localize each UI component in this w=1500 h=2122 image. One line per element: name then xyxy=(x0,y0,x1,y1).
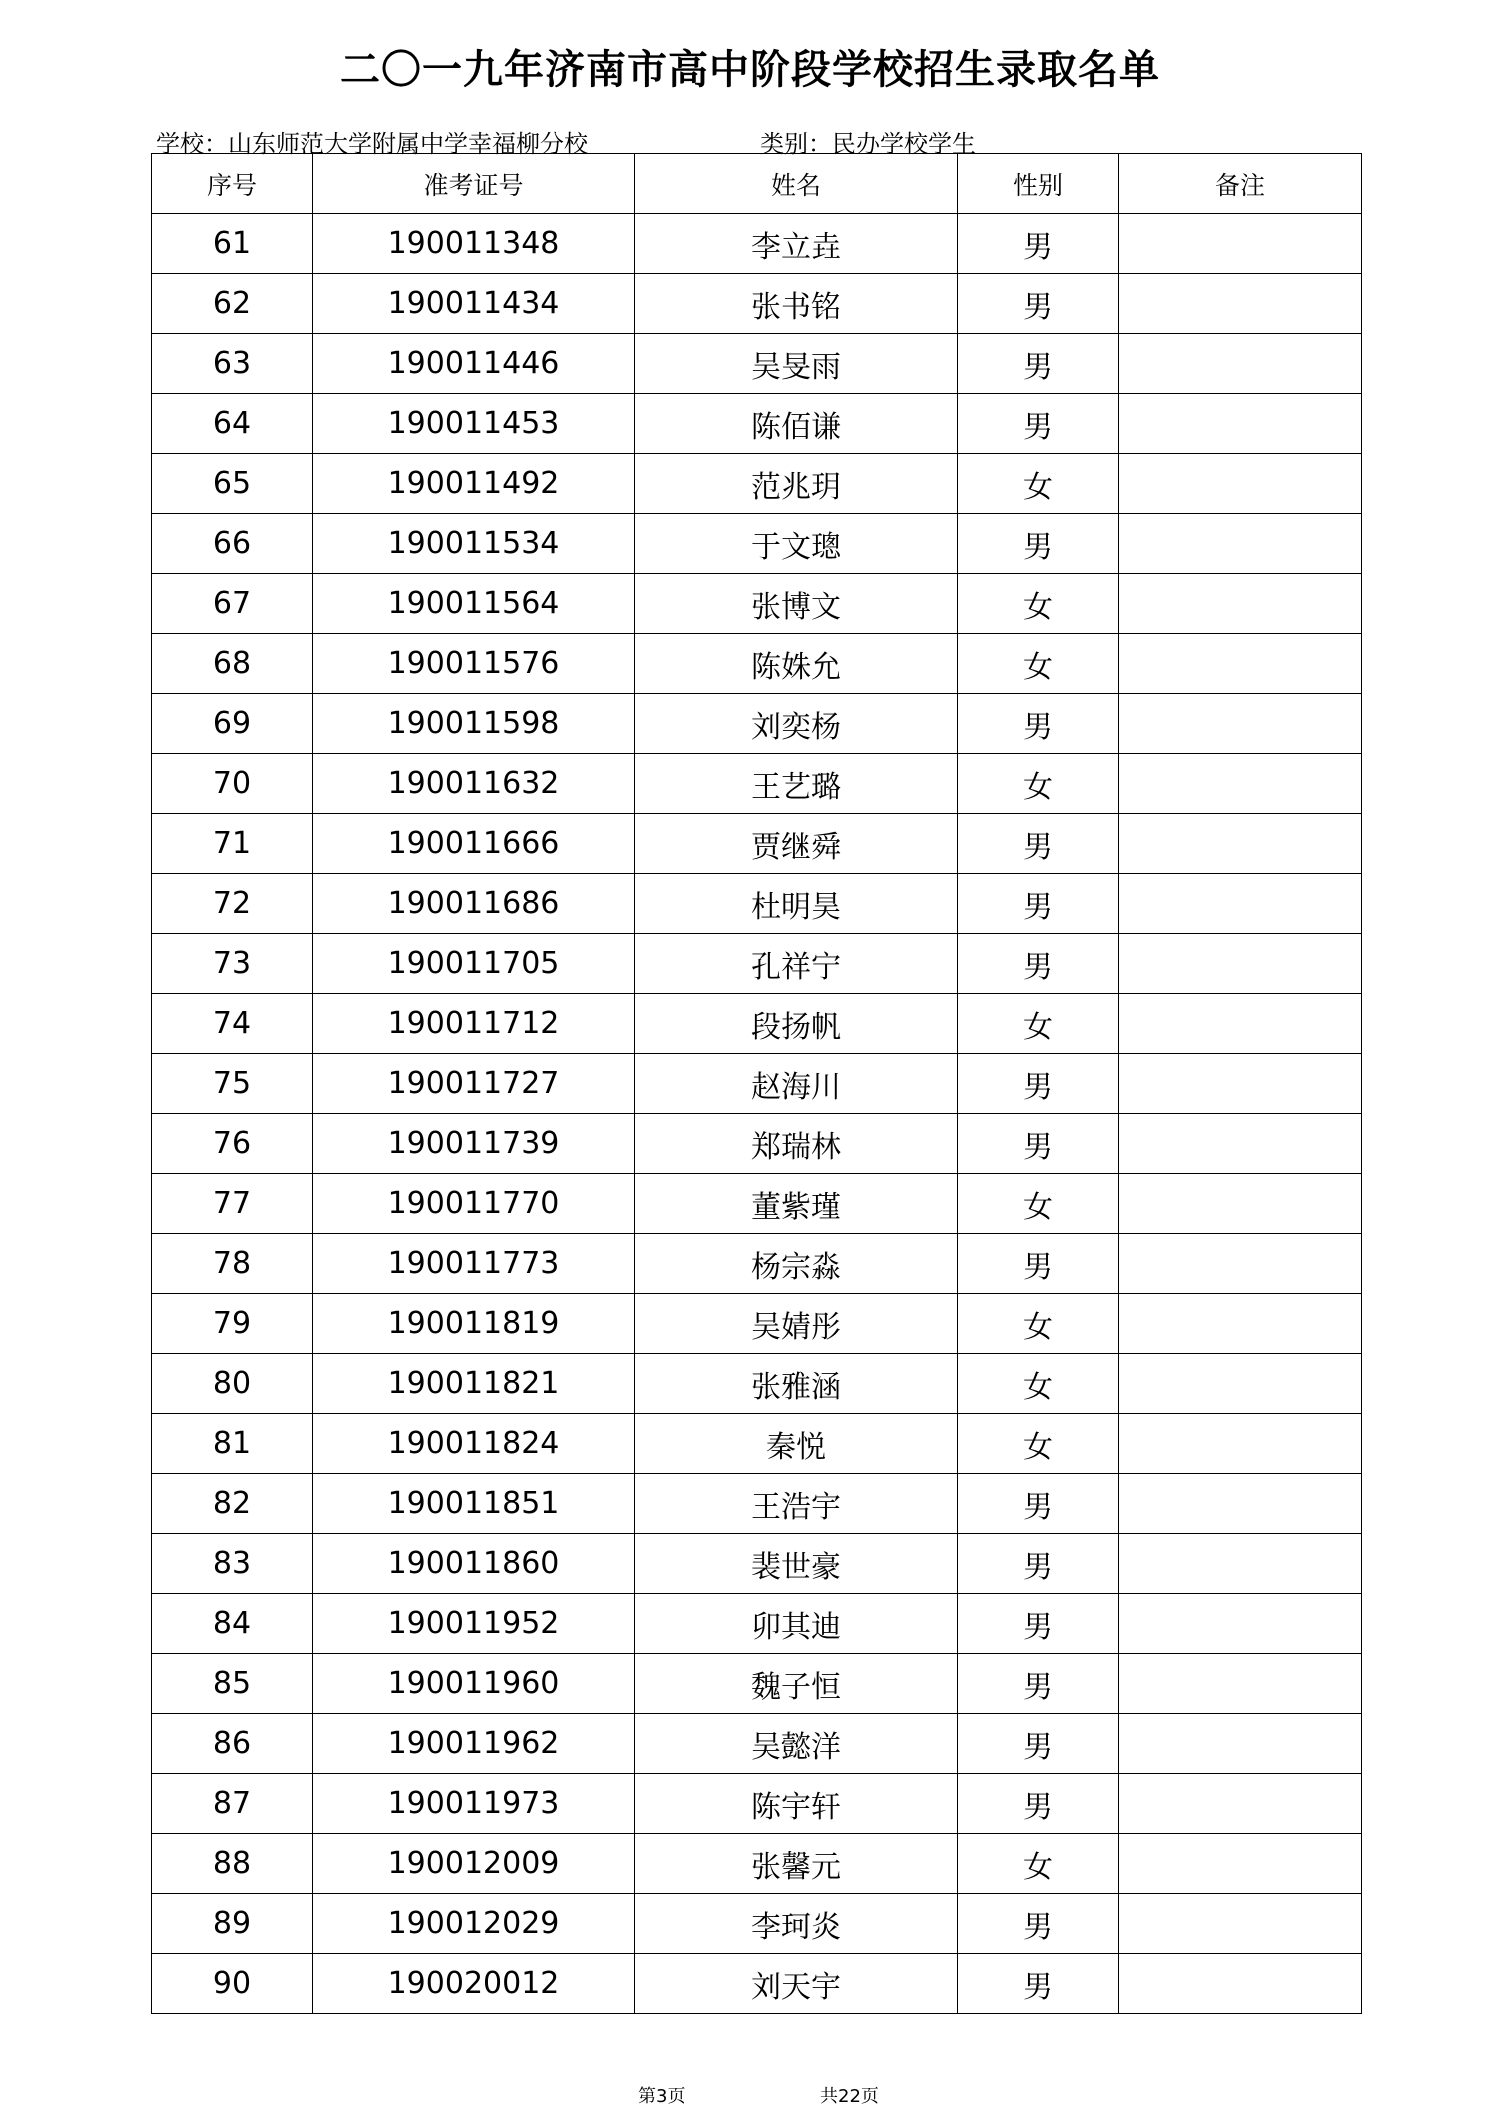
table-row xyxy=(152,1294,1362,1354)
cell-note xyxy=(1119,394,1362,454)
table-row xyxy=(152,874,1362,934)
table-body xyxy=(152,214,1362,2014)
cell-seq: 70 xyxy=(152,754,313,814)
cell-seq: 65 xyxy=(152,454,313,514)
cell-seq: 75 xyxy=(152,1054,313,1114)
cell-seq: 72 xyxy=(152,874,313,934)
cell-note xyxy=(1119,1414,1362,1474)
cell-gender: 男 xyxy=(958,1054,1119,1114)
cell-exam-id: 190011712 xyxy=(313,994,635,1054)
table-row xyxy=(152,214,1362,274)
cell-gender: 男 xyxy=(958,1954,1119,2014)
cell-gender: 男 xyxy=(958,1474,1119,1534)
cell-seq: 61 xyxy=(152,214,313,274)
table-row xyxy=(152,1354,1362,1414)
cell-note xyxy=(1119,274,1362,334)
cell-name: 裴世豪 xyxy=(635,1534,958,1594)
cell-gender: 男 xyxy=(958,694,1119,754)
table-row xyxy=(152,934,1362,994)
cell-note xyxy=(1119,1354,1362,1414)
cell-gender: 男 xyxy=(958,214,1119,274)
cell-seq: 69 xyxy=(152,694,313,754)
page-number: 第3页 xyxy=(638,2086,686,2107)
table-row xyxy=(152,1834,1362,1894)
table-row xyxy=(152,454,1362,514)
cell-name: 吴旻雨 xyxy=(635,334,958,394)
table-row xyxy=(152,574,1362,634)
cell-gender: 男 xyxy=(958,1774,1119,1834)
cell-seq: 74 xyxy=(152,994,313,1054)
cell-name: 于文璁 xyxy=(635,514,958,574)
cell-name: 张书铭 xyxy=(635,274,958,334)
cell-note xyxy=(1119,574,1362,634)
cell-exam-id: 190012009 xyxy=(313,1834,635,1894)
cell-gender: 男 xyxy=(958,394,1119,454)
cell-seq: 76 xyxy=(152,1114,313,1174)
cell-gender: 男 xyxy=(958,1234,1119,1294)
cell-exam-id: 190011824 xyxy=(313,1414,635,1474)
cell-name: 董紫瑾 xyxy=(635,1174,958,1234)
cell-note xyxy=(1119,334,1362,394)
cell-seq: 81 xyxy=(152,1414,313,1474)
cell-seq: 79 xyxy=(152,1294,313,1354)
cell-gender: 女 xyxy=(958,1354,1119,1414)
cell-note xyxy=(1119,1894,1362,1954)
table-row xyxy=(152,1114,1362,1174)
cell-name: 王浩宇 xyxy=(635,1474,958,1534)
cell-seq: 64 xyxy=(152,394,313,454)
cell-name: 刘天宇 xyxy=(635,1954,958,2014)
cell-note xyxy=(1119,1954,1362,2014)
cell-gender: 女 xyxy=(958,1294,1119,1354)
cell-seq: 66 xyxy=(152,514,313,574)
cell-name: 刘奕杨 xyxy=(635,694,958,754)
cell-gender: 女 xyxy=(958,994,1119,1054)
cell-name: 贾继舜 xyxy=(635,814,958,874)
cell-seq: 68 xyxy=(152,634,313,694)
cell-gender: 男 xyxy=(958,274,1119,334)
header-gender: 性别 xyxy=(958,154,1119,214)
table-row xyxy=(152,1534,1362,1594)
header-note: 备注 xyxy=(1119,154,1362,214)
cell-gender: 男 xyxy=(958,334,1119,394)
cell-gender: 男 xyxy=(958,1654,1119,1714)
cell-seq: 86 xyxy=(152,1714,313,1774)
cell-note xyxy=(1119,634,1362,694)
cell-exam-id: 190011952 xyxy=(313,1594,635,1654)
cell-seq: 84 xyxy=(152,1594,313,1654)
table-row xyxy=(152,394,1362,454)
cell-name: 魏子恒 xyxy=(635,1654,958,1714)
cell-name: 张馨元 xyxy=(635,1834,958,1894)
cell-gender: 男 xyxy=(958,1114,1119,1174)
cell-note xyxy=(1119,994,1362,1054)
cell-name: 杜明昊 xyxy=(635,874,958,934)
cell-seq: 80 xyxy=(152,1354,313,1414)
header-exam-id: 准考证号 xyxy=(313,154,635,214)
cell-seq: 85 xyxy=(152,1654,313,1714)
header-name: 姓名 xyxy=(635,154,958,214)
cell-seq: 82 xyxy=(152,1474,313,1534)
table-row xyxy=(152,694,1362,754)
cell-exam-id: 190011770 xyxy=(313,1174,635,1234)
cell-exam-id: 190011348 xyxy=(313,214,635,274)
cell-gender: 男 xyxy=(958,874,1119,934)
cell-note xyxy=(1119,1234,1362,1294)
cell-exam-id: 190011564 xyxy=(313,574,635,634)
table-row xyxy=(152,1714,1362,1774)
cell-exam-id: 190011962 xyxy=(313,1714,635,1774)
cell-name: 张博文 xyxy=(635,574,958,634)
cell-gender: 女 xyxy=(958,574,1119,634)
cell-exam-id: 190011727 xyxy=(313,1054,635,1114)
cell-exam-id: 190011453 xyxy=(313,394,635,454)
cell-name: 吴婧彤 xyxy=(635,1294,958,1354)
cell-exam-id: 190011666 xyxy=(313,814,635,874)
cell-note xyxy=(1119,454,1362,514)
cell-name: 范兆玥 xyxy=(635,454,958,514)
cell-note xyxy=(1119,754,1362,814)
cell-name: 吴懿洋 xyxy=(635,1714,958,1774)
cell-note xyxy=(1119,514,1362,574)
cell-seq: 77 xyxy=(152,1174,313,1234)
cell-exam-id: 190011705 xyxy=(313,934,635,994)
cell-gender: 男 xyxy=(958,514,1119,574)
cell-gender: 男 xyxy=(958,934,1119,994)
cell-gender: 男 xyxy=(958,1894,1119,1954)
cell-exam-id: 190011973 xyxy=(313,1774,635,1834)
table-header-row xyxy=(152,154,1362,214)
cell-note xyxy=(1119,1114,1362,1174)
cell-exam-id: 190011598 xyxy=(313,694,635,754)
cell-exam-id: 190011492 xyxy=(313,454,635,514)
cell-seq: 78 xyxy=(152,1234,313,1294)
school-label: 学校：山东师范大学附属中学幸福柳分校 xyxy=(156,130,588,158)
cell-name: 王艺璐 xyxy=(635,754,958,814)
cell-gender: 男 xyxy=(958,814,1119,874)
header-seq: 序号 xyxy=(152,154,313,214)
table-row xyxy=(152,1894,1362,1954)
cell-exam-id: 190011860 xyxy=(313,1534,635,1594)
cell-gender: 女 xyxy=(958,1174,1119,1234)
cell-note xyxy=(1119,1294,1362,1354)
table-row xyxy=(152,334,1362,394)
cell-gender: 女 xyxy=(958,454,1119,514)
page-total: 共22页 xyxy=(820,2086,879,2107)
cell-seq: 67 xyxy=(152,574,313,634)
table-row xyxy=(152,514,1362,574)
cell-exam-id: 190011576 xyxy=(313,634,635,694)
table-row xyxy=(152,754,1362,814)
cell-seq: 71 xyxy=(152,814,313,874)
cell-gender: 男 xyxy=(958,1534,1119,1594)
cell-gender: 女 xyxy=(958,1834,1119,1894)
cell-exam-id: 190012029 xyxy=(313,1894,635,1954)
table-row xyxy=(152,274,1362,334)
cell-exam-id: 190011739 xyxy=(313,1114,635,1174)
cell-exam-id: 190011632 xyxy=(313,754,635,814)
cell-exam-id: 190011534 xyxy=(313,514,635,574)
cell-name: 张雅涵 xyxy=(635,1354,958,1414)
table-row xyxy=(152,814,1362,874)
cell-seq: 73 xyxy=(152,934,313,994)
cell-exam-id: 190011434 xyxy=(313,274,635,334)
cell-gender: 男 xyxy=(958,1594,1119,1654)
cell-note xyxy=(1119,1474,1362,1534)
table-row xyxy=(152,1654,1362,1714)
cell-seq: 89 xyxy=(152,1894,313,1954)
page-title: 二〇一九年济南市高中阶段学校招生录取名单 xyxy=(340,47,1160,93)
table-row xyxy=(152,1774,1362,1834)
cell-seq: 90 xyxy=(152,1954,313,2014)
cell-name: 孔祥宁 xyxy=(635,934,958,994)
table-row xyxy=(152,1414,1362,1474)
cell-name: 李立垚 xyxy=(635,214,958,274)
cell-gender: 男 xyxy=(958,1714,1119,1774)
cell-note xyxy=(1119,814,1362,874)
cell-note xyxy=(1119,1594,1362,1654)
cell-gender: 女 xyxy=(958,1414,1119,1474)
cell-exam-id: 190011821 xyxy=(313,1354,635,1414)
cell-exam-id: 190011773 xyxy=(313,1234,635,1294)
cell-gender: 女 xyxy=(958,754,1119,814)
cell-note xyxy=(1119,934,1362,994)
cell-seq: 62 xyxy=(152,274,313,334)
cell-exam-id: 190011686 xyxy=(313,874,635,934)
cell-note xyxy=(1119,1054,1362,1114)
cell-name: 陈佰谦 xyxy=(635,394,958,454)
table-row xyxy=(152,1054,1362,1114)
cell-name: 郑瑞林 xyxy=(635,1114,958,1174)
cell-gender: 女 xyxy=(958,634,1119,694)
cell-name: 段扬帆 xyxy=(635,994,958,1054)
table-row xyxy=(152,634,1362,694)
cell-name: 陈姝允 xyxy=(635,634,958,694)
cell-name: 赵海川 xyxy=(635,1054,958,1114)
cell-exam-id: 190011819 xyxy=(313,1294,635,1354)
table-row xyxy=(152,1594,1362,1654)
cell-seq: 87 xyxy=(152,1774,313,1834)
cell-note xyxy=(1119,1834,1362,1894)
cell-note xyxy=(1119,874,1362,934)
cell-name: 秦悦 xyxy=(635,1414,958,1474)
cell-seq: 63 xyxy=(152,334,313,394)
cell-note xyxy=(1119,1774,1362,1834)
cell-note xyxy=(1119,1534,1362,1594)
cell-exam-id: 190020012 xyxy=(313,1954,635,2014)
cell-name: 陈宇轩 xyxy=(635,1774,958,1834)
cell-exam-id: 190011851 xyxy=(313,1474,635,1534)
table-row xyxy=(152,1474,1362,1534)
admission-table xyxy=(151,153,1362,2014)
cell-seq: 88 xyxy=(152,1834,313,1894)
table-row xyxy=(152,1954,1362,2014)
cell-note xyxy=(1119,1654,1362,1714)
table-row xyxy=(152,1174,1362,1234)
cell-name: 杨宗淼 xyxy=(635,1234,958,1294)
cell-exam-id: 190011960 xyxy=(313,1654,635,1714)
cell-name: 卯其迪 xyxy=(635,1594,958,1654)
cell-note xyxy=(1119,694,1362,754)
table-row xyxy=(152,1234,1362,1294)
cell-note xyxy=(1119,214,1362,274)
table-row xyxy=(152,994,1362,1054)
cell-seq: 83 xyxy=(152,1534,313,1594)
cell-note xyxy=(1119,1714,1362,1774)
cell-name: 李珂炎 xyxy=(635,1894,958,1954)
cell-note xyxy=(1119,1174,1362,1234)
cell-exam-id: 190011446 xyxy=(313,334,635,394)
category-label: 类别：民办学校学生 xyxy=(760,130,976,158)
